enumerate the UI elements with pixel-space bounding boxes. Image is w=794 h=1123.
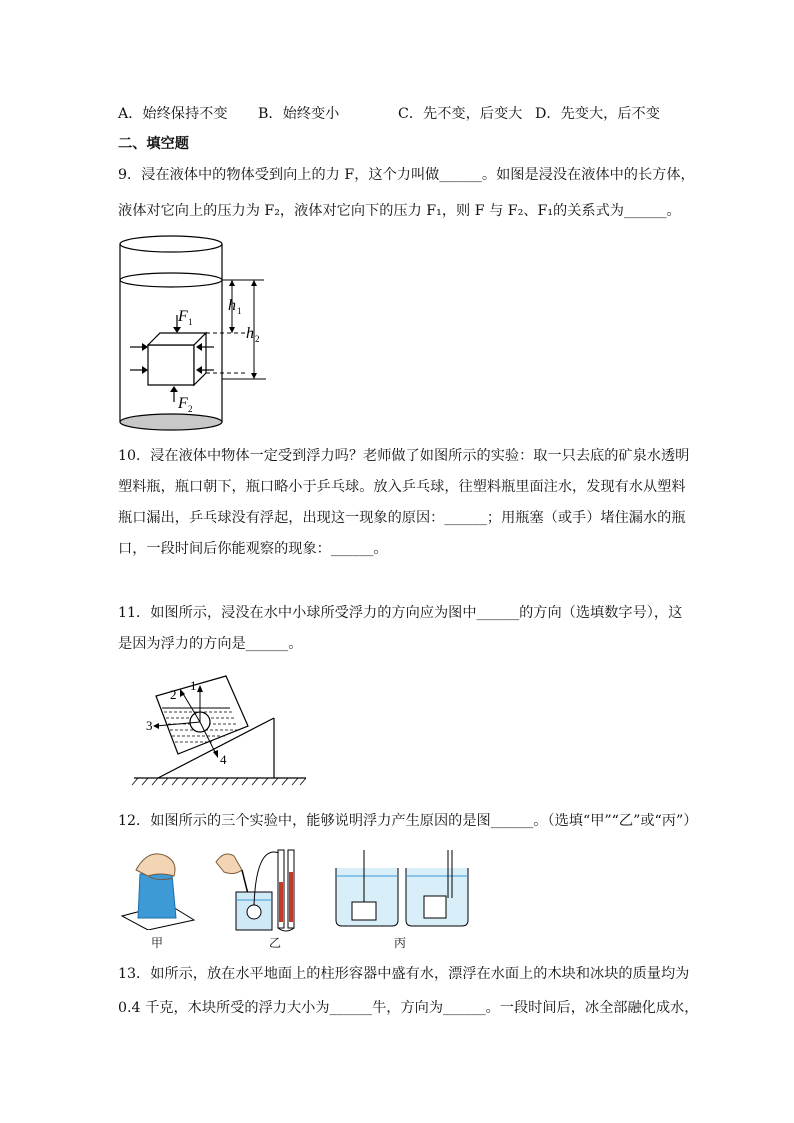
label-h2: h <box>246 325 254 342</box>
q11-line-2: 是因为浮力的方向是______。 <box>118 636 303 652</box>
q12-figure-yi <box>212 842 308 934</box>
caption-bing: 丙 <box>394 936 407 950</box>
q13-line-1: 13．如所示，放在水平地面上的柱形容器中盛有水，漂浮在水面上的木块和冰块的质量均为 <box>118 966 690 982</box>
label-f1-sub: 1 <box>188 317 193 327</box>
q11-figure-incline <box>128 672 308 790</box>
label-2: 2 <box>170 687 177 702</box>
option-a: A．始终保持不变 <box>118 106 228 122</box>
label-3: 3 <box>146 718 153 733</box>
q10-line-4: 口，一段时间后你能观察的现象：______。 <box>118 541 388 557</box>
q12-figure-jia <box>118 842 198 930</box>
option-d: D．先变大，后不变 <box>535 106 660 122</box>
label-4: 4 <box>220 752 227 767</box>
q9-figure-cylinder <box>116 232 286 440</box>
caption-yi: 乙 <box>269 936 282 950</box>
q10-line-3: 瓶口漏出，乒乓球没有浮起，出现这一现象的原因：______；用瓶塞（或手）堵住漏水的瓶 <box>118 510 686 526</box>
label-f1: F <box>178 308 188 325</box>
label-1: 1 <box>190 678 197 693</box>
label-f2: F <box>178 395 188 412</box>
label-h2-sub: 2 <box>255 334 260 344</box>
label-h1: h <box>228 297 236 314</box>
q10-line-1: 10．浸在液体中物体一定受到浮力吗？老师做了如图所示的实验：取一只去底的矿泉水透明 <box>118 448 690 464</box>
option-b: B．始终变小 <box>258 106 340 122</box>
section-heading: 二、填空题 <box>118 136 189 152</box>
label-h1-sub: 1 <box>237 306 242 316</box>
q9-line-1: 9．浸在液体中的物体受到向上的力 F，这个力叫做______。如图是浸没在液体中的长方体， <box>118 167 695 183</box>
q11-line-1: 11．如图所示，浸没在水中小球所受浮力的方向应为图中______的方向（选填数字号），这 <box>118 605 683 621</box>
option-c: C．先不变，后变大 <box>398 106 523 122</box>
q13-line-2: 0.4 千克，木块所受的浮力大小为______牛，方向为______。一段时间后，冰全部融化成水， <box>118 1000 699 1016</box>
q12-line-1: 12．如图所示的三个实验中，能够说明浮力产生原因的是图______。（选填“甲”“乙”或“丙”） <box>118 813 698 829</box>
caption-jia: 甲 <box>151 936 164 950</box>
q10-line-2: 塑料瓶，瓶口朝下，瓶口略小于乒乓球。放入乒乓球，往塑料瓶里面注水，发现有水从塑料 <box>118 479 686 495</box>
label-f2-sub: 2 <box>188 404 193 414</box>
q12-figure-bing <box>332 846 472 928</box>
q9-line-2: 液体对它向上的压力为 F₂，液体对它向下的压力 F₁，则 F 与 F₂、F₁的关系式为______。 <box>118 203 681 219</box>
